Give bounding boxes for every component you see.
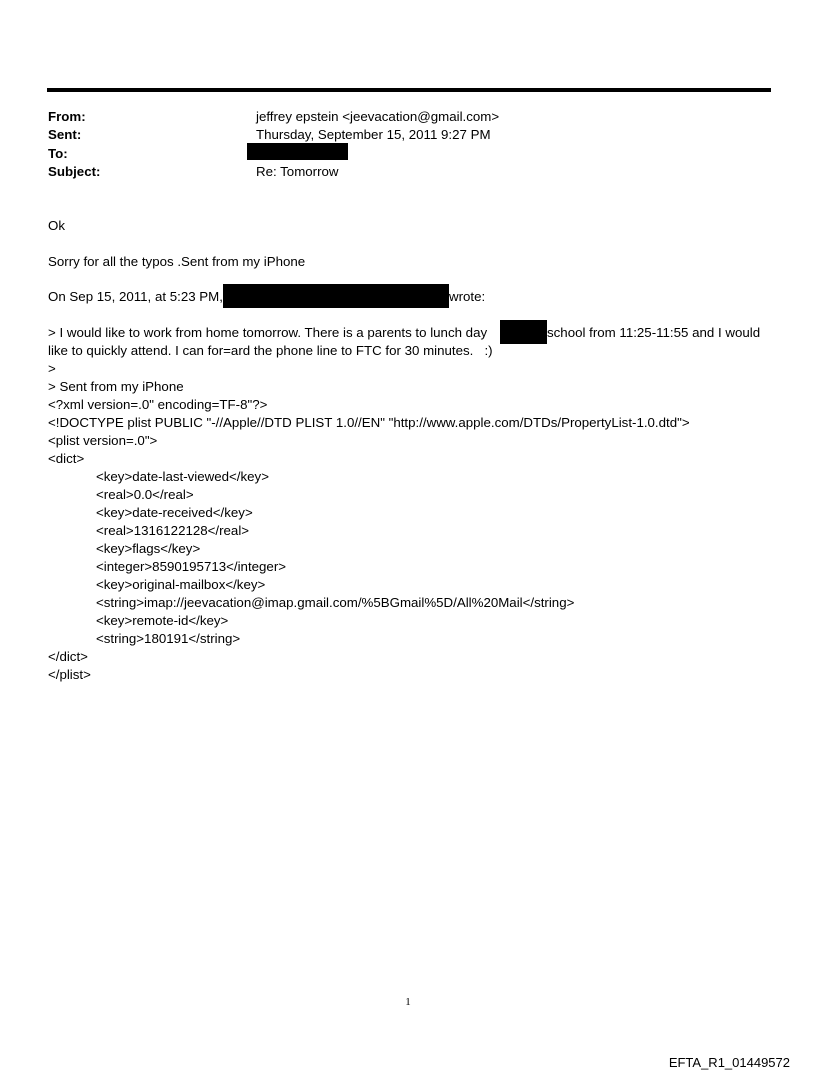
xml-line: <!DOCTYPE plist PUBLIC "-//Apple//DTD PLIST 1.0//EN" "http://www.apple.com/DTDs/PropertyList-1.0.dtd"> — [48, 415, 690, 430]
dict-line: <integer>8590195713</integer> — [96, 559, 287, 574]
sent-value: Thursday, September 15, 2011 9:27 PM — [256, 127, 491, 142]
xml-line: <plist version=.0"> — [48, 433, 158, 448]
dict-line: <key>date-received</key> — [96, 505, 253, 520]
quote-line-1-start: > I would like to work from home tomorrow. There is a parents to lunch day — [48, 325, 488, 340]
to-label: To: — [48, 146, 68, 161]
dict-line: <string>imap://jeevacation@imap.gmail.com/%5BGmail%5D/All%20Mail</string> — [96, 595, 575, 610]
dict-line: <string>180191</string> — [96, 631, 241, 646]
quote-line-4: > Sent from my iPhone — [48, 379, 184, 394]
redaction-school — [500, 320, 547, 344]
quote-line-3: > — [48, 361, 56, 376]
dict-line: <key>date-last-viewed</key> — [96, 469, 269, 484]
redaction-to — [247, 143, 348, 160]
closing-line: </plist> — [48, 667, 91, 682]
quote-line-2: like to quickly attend. I can for=ard the phone line to FTC for 30 minutes. :) — [48, 343, 493, 358]
closing-line: </dict> — [48, 649, 88, 664]
subject-label: Subject: — [48, 164, 101, 179]
subject-value: Re: Tomorrow — [256, 164, 339, 179]
from-value: jeffrey epstein <jeevacation@gmail.com> — [256, 109, 500, 124]
quote-intro-end: wrote: — [449, 289, 486, 304]
dict-line: <key>original-mailbox</key> — [96, 577, 266, 592]
dict-line: <real>0.0</real> — [96, 487, 194, 502]
reply-text: Ok — [48, 218, 65, 233]
page-number: 1 — [405, 996, 411, 1008]
quote-intro-start: On Sep 15, 2011, at 5:23 PM, — [48, 289, 223, 304]
redaction-sender — [223, 284, 449, 308]
dict-line: <key>flags</key> — [96, 541, 201, 556]
sent-label: Sent: — [48, 127, 82, 142]
bates-stamp: EFTA_R1_01449572 — [668, 1055, 790, 1070]
signature-text: Sorry for all the typos .Sent from my iPhone — [48, 254, 306, 269]
quote-line-1-end: school from 11:25-11:55 and I would — [547, 325, 761, 340]
dict-line: <real>1316122128</real> — [96, 523, 250, 538]
dict-line: <key>remote-id</key> — [96, 613, 229, 628]
xml-line: <dict> — [48, 451, 85, 466]
from-label: From: — [48, 109, 86, 124]
header-rule — [47, 88, 771, 92]
xml-line: <?xml version=.0" encoding=TF-8"?> — [48, 397, 268, 412]
